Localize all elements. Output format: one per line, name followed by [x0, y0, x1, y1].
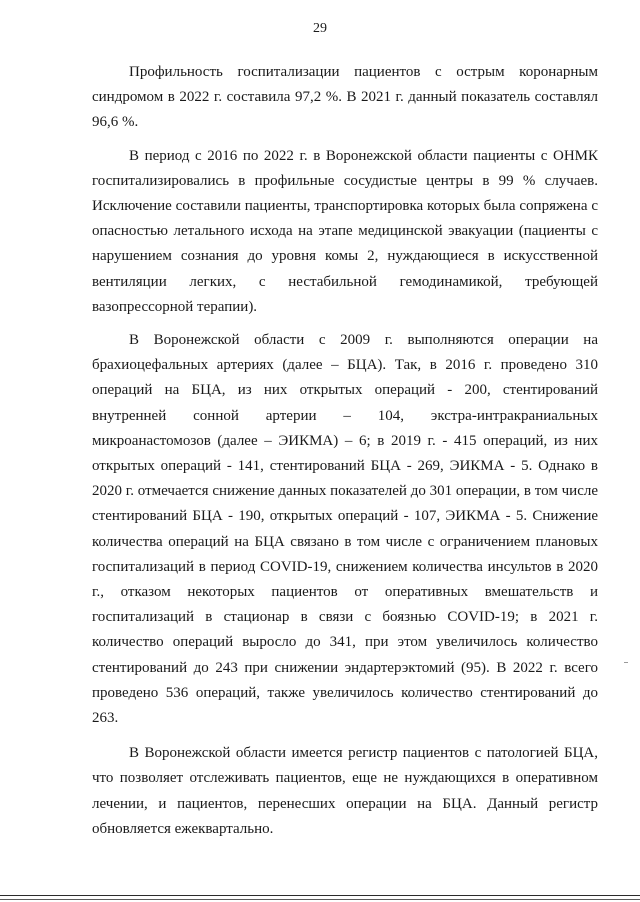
margin-mark: [624, 662, 628, 663]
paragraph-acs-hospitalization: Профильность госпитализации пациентов с острым коронарным синдромом в 2022 г. составила 97,2 %. В 2021 г. данный показатель составлял 96,6 %.: [92, 64, 598, 131]
paragraph-bca-operations: В Воронежской области с 2009 г. выполняются операции на брахиоцефальных артериях (далее – БЦА). Так, в 2016 г. проведено 310 операций на БЦА, из них открытых операций - 200, стентирований внутренней сонной артерии – 104, экстра-интракраниальных микроанастомозов (далее – ЭИКМА) – 6; в 2019 г. - 415 операций, из них открытых операций - 141, стентирований БЦА - 269, ЭИКМА - 5. Однако в 2020 г. отмечается снижение данных показателей до 301 операции, в том числе стентирований БЦА - 190, открытых операций - 107, ЭИКМА - 5. Снижение количества операций на БЦА связано в том числе с ограничением плановых госпитализаций в период COVID-19, снижением количества инсультов в 2020 г., отказом некоторых пациентов от оперативных вмешательств и госпитализаций в стационар в связи с боязнью COVID-19; в 2021 г. количество операций выросло до 341, при этом увеличилось количество стентирований до 243 при снижении эндартерэктомий (95). В 2022 г. всего проведено 536 операций, также увеличилось количество стентирований до 263.: [92, 332, 598, 727]
footer-rule-secondary: [0, 899, 640, 900]
paragraph-bca-registry: В Воронежской области имеется регистр пациентов с патологией БЦА, что позволяет отслеживать пациентов, еще не нуждающихся в оперативном лечении, и пациентов, перенесших операции на БЦА. Данный регистр обновляется ежеквартально.: [92, 745, 598, 837]
page-number: 29: [313, 21, 327, 36]
paragraph-stroke-hospitalization: В период с 2016 по 2022 г. в Воронежской области пациенты с ОНМК госпитализировались в профильные сосудистые центры в 99 % случаев. Исключение составили пациенты, транспортировка которых была сопряжена с опасностью летального исхода на этапе медицинской эвакуации (пациенты с нарушением сознания до уровня комы 2, нуждающиеся в искусственной вентиляции легких, с нестабильной гемодинамикой, требующей вазопрессорной терапии).: [92, 147, 598, 315]
footer-rule: [0, 895, 640, 896]
document-body: [92, 60, 598, 842]
